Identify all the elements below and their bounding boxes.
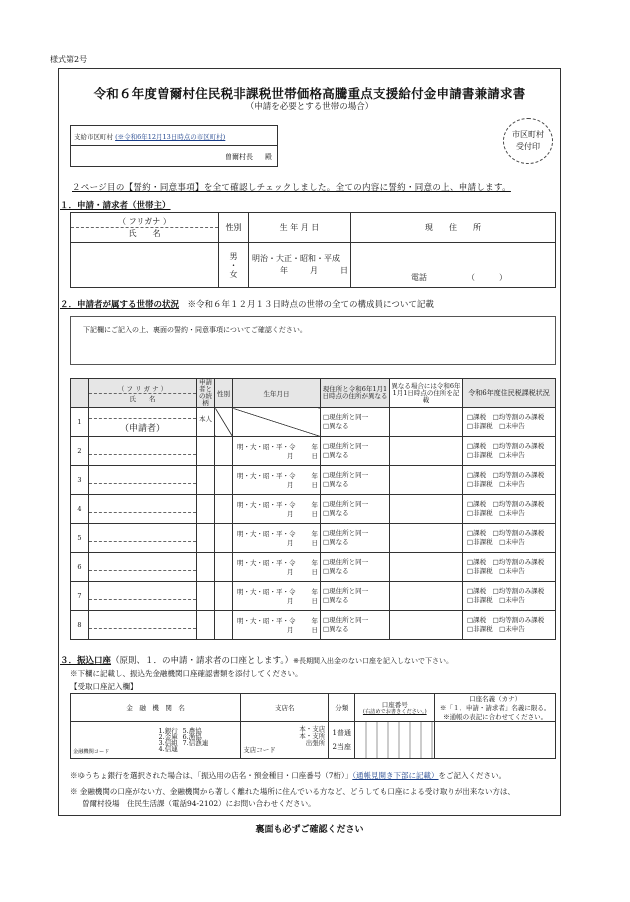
row-number: 7 [71,582,89,611]
member-relation-field[interactable]: 本人 [197,408,215,437]
applicant-address-field[interactable]: 電話 （ ） [351,243,556,288]
applicant-name-header: （ フリガナ ） 氏 名 [71,213,219,243]
household-row [71,437,556,466]
member-address-check[interactable]: □現住所と同一 □異なる [321,582,390,611]
household-instruction-box: 下記欄にご記入の上、裏面の誓約・同意事項についてご確認ください。 [70,316,556,365]
household-row [71,582,556,611]
bank-account-table [70,693,556,759]
member-address-check[interactable]: □現住所と同一 □異なる [321,437,390,466]
bank-type-options[interactable] [159,722,241,759]
account-type-option[interactable]: 2当座 [332,743,352,751]
row-number: 6 [71,553,89,582]
stamp-line1: 市区町村 [512,130,544,139]
applicant-table [70,212,556,288]
municipality-note: (※令和6年12月13日時点の市区町村) [115,133,226,141]
page-title: 令和６年度曽爾村住民税非課税世帯価格高騰重点支援給付金申請書兼請求書 [93,86,526,101]
account-type-header: 分類 [329,694,355,722]
member-relation-field[interactable] [197,495,215,524]
applicant-name-field[interactable] [71,243,219,288]
household-sex-header: 性別 [215,379,233,408]
member-prev-address-field[interactable] [390,437,463,466]
member-prev-address-field[interactable] [390,611,463,640]
footer-notice: 裏面も必ずご確認ください [255,825,364,835]
member-tax-check[interactable]: □課税 □均等割のみ課税 □非課税 □未申告 [463,437,556,466]
municipality-label: 支給市区町村 [74,133,113,141]
household-tax-header: 令和6年度住民税課税状況 [463,379,556,408]
section1-title: １．申請・請求者（世帯主） [60,201,171,211]
member-sex-field[interactable] [215,408,233,437]
member-sex-field[interactable] [215,524,233,553]
member-prev-address-field[interactable] [390,524,463,553]
bank-name-field[interactable]: 金融機関コード [71,722,159,759]
section2-title: ２．申請者が属する世帯の状況 ※令和６年１２月１３日時点の世帯の全ての構成員について記載 [60,300,434,310]
yucho-note: ※ゆうちょ銀行を選択された場合は、「振込用の店名・預金種目・口座番号（7桁）」（通帳見開き下部に記載）をご記入ください。 [70,771,507,780]
household-table [70,378,556,640]
member-relation-field[interactable] [197,437,215,466]
member-prev-address-field[interactable] [390,466,463,495]
member-prev-address-field[interactable] [390,553,463,582]
yucho-highlight: （通帳見開き下部に記載） [352,771,439,780]
row-number: 3 [71,466,89,495]
member-prev-address-field[interactable] [390,495,463,524]
household-row [71,408,556,437]
member-tax-check[interactable]: □課税 □均等割のみ課税 □非課税 □未申告 [463,582,556,611]
account-holder-header: 口座名義（カナ） ※「１．申請・請求者」名義に限る。 ※通帳の表記に合わせてください。 [435,694,556,722]
account-holder-field[interactable] [435,722,556,759]
addressee: 曽爾村長 [225,153,253,161]
applicant-birth-field[interactable]: 明治・大正・昭和・平成 年 月 日 [249,243,351,288]
household-row [71,466,556,495]
member-address-check[interactable]: □現住所と同一 □異なる [321,495,390,524]
account-number-field[interactable] [355,722,435,759]
section3-sub: ※下欄に記載し、振込先金融機関口座確認書類を添付してください。 [70,669,303,678]
row-number: 2 [71,437,89,466]
member-sex-field[interactable] [215,495,233,524]
member-name-field[interactable] [89,437,197,466]
page-subtitle: （申請を必要とする世帯の場合） [245,102,374,112]
member-name-field[interactable] [89,582,197,611]
member-prev-address-field[interactable] [390,408,463,437]
bank-type-option[interactable]: 4.信連 [158,745,178,753]
member-name-field[interactable] [89,466,197,495]
member-sex-field[interactable] [215,611,233,640]
member-birth-field[interactable]: 明・大・昭・平・令 年 月 日 [233,466,321,495]
branch-field[interactable]: 本・支店 本・支所 出張所 支店コード [241,722,329,759]
member-birth-field[interactable]: 明・大・昭・平・令 年 月 日 [233,553,321,582]
household-name-header: （ フ リ ガ ナ ） 氏 名 [89,379,197,408]
member-tax-check[interactable]: □課税 □均等割のみ課税 □非課税 □未申告 [463,466,556,495]
member-name-field[interactable] [89,495,197,524]
branch-header: 支店名 [241,694,329,722]
member-relation-field[interactable] [197,582,215,611]
confirmation-statement: ２ページ目の【誓約・同意事項】を全て確認しチェックしました。全ての内容に誓約・同意の上、申請します。 [72,183,511,193]
household-row [71,553,556,582]
municipality-label-row [71,126,277,146]
row-number: 8 [71,611,89,640]
account-number-header: 口座番号 (右詰めでお書きください。) [355,694,435,722]
member-tax-check[interactable]: □課税 □均等割のみ課税 □非課税 □未申告 [463,408,556,437]
member-tax-check[interactable]: □課税 □均等割のみ課税 □非課税 □未申告 [463,524,556,553]
reception-stamp [503,118,553,164]
household-row [71,611,556,640]
member-address-check[interactable]: □現住所と同一 □異なる [321,524,390,553]
household-row [71,495,556,524]
member-birth-field[interactable]: 明・大・昭・平・令 年 月 日 [233,437,321,466]
row-number: 5 [71,524,89,553]
member-birth-field[interactable] [233,408,321,437]
branch-type-option[interactable]: 本・支店 [299,725,326,733]
member-tax-check[interactable]: □課税 □均等割のみ課税 □非課税 □未申告 [463,611,556,640]
honorific: 殿 [265,153,272,161]
member-address-check[interactable]: □現住所と同一 □異なる [321,553,390,582]
no-account-note-2: 曽爾村役場 住民生活課（電話94-2102）にお問い合わせください。 [82,799,316,808]
branch-type-option[interactable]: 本・支所 [299,732,326,740]
member-relation-field[interactable] [197,611,215,640]
member-birth-field[interactable]: 明・大・昭・平・令 年 月 日 [233,524,321,553]
row-number: 1 [71,408,89,437]
member-address-check[interactable]: □現住所と同一 □異なる [321,466,390,495]
bank-type-option[interactable]: 1.銀行 5.農協 [158,727,202,735]
member-address-check[interactable]: □現住所と同一 □異なる [321,408,390,437]
household-address2-header: 異なる場合には令和6年1月1日時点の住所を記載 [390,379,463,408]
member-tax-check[interactable]: □課税 □均等割のみ課税 □非課税 □未申告 [463,495,556,524]
member-relation-field[interactable] [197,466,215,495]
household-no-header [71,379,89,408]
member-sex-field[interactable] [215,466,233,495]
applicant-address-header: 現 住 所 [351,213,556,243]
applicant-birth-header: 生 年 月 日 [249,213,351,243]
household-row [71,524,556,553]
member-tax-check[interactable]: □課税 □均等割のみ課税 □非課税 □未申告 [463,553,556,582]
household-relation-header: 申請者との続柄 [197,379,215,408]
row-number: 4 [71,495,89,524]
bank-type-option[interactable]: 3.信組 7.信漁連 [158,739,209,747]
stamp-line2: 受付印 [516,142,540,151]
applicant-sex-header: 性別 [219,213,249,243]
member-name-field[interactable] [89,524,197,553]
form-number: 様式第2号 [50,55,88,64]
no-account-note-1: ※ 金融機関の口座がない方、金融機関から著しく離れた場所に住んでいる方など、どうしても口座による受け取りが出来ない方は、 [70,787,515,796]
member-sex-field[interactable] [215,553,233,582]
bank-name-header: 金 融 機 関 名 [71,694,241,722]
bank-type-option[interactable]: 2.金庫 6.漁協 [158,733,202,741]
member-address-check[interactable]: □現住所と同一 □異なる [321,611,390,640]
member-relation-field[interactable] [197,553,215,582]
member-birth-field[interactable]: 明・大・昭・平・令 年 月 日 [233,582,321,611]
municipality-box [70,125,278,167]
section3-title: ３．振込口座（原則、１．の申請・請求者の口座とします。）※長期間入出金のない口座を記入しないで下さい。 [60,656,453,666]
member-sex-field[interactable] [215,437,233,466]
member-relation-field[interactable] [197,524,215,553]
member-name-field[interactable]: （申請者） [89,408,197,437]
member-birth-field[interactable]: 明・大・昭・平・令 年 月 日 [233,495,321,524]
member-birth-field[interactable]: 明・大・昭・平・令 年 月 日 [233,611,321,640]
account-type-option[interactable]: 1普通 [332,729,352,737]
member-name-field[interactable] [89,553,197,582]
household-birth-header: 生年月日 [233,379,321,408]
member-sex-field[interactable] [215,582,233,611]
household-address-header: 現住所と令和6年1月1日時点の住所が異なる [321,379,390,408]
account-type-field[interactable] [329,722,355,759]
branch-type-option[interactable]: 出張所 [305,739,326,747]
account-box-label: 【受取口座記入欄】 [70,682,138,691]
member-prev-address-field[interactable] [390,582,463,611]
member-name-field[interactable] [89,611,197,640]
applicant-sex-field[interactable]: 男 ・ 女 [219,243,249,288]
